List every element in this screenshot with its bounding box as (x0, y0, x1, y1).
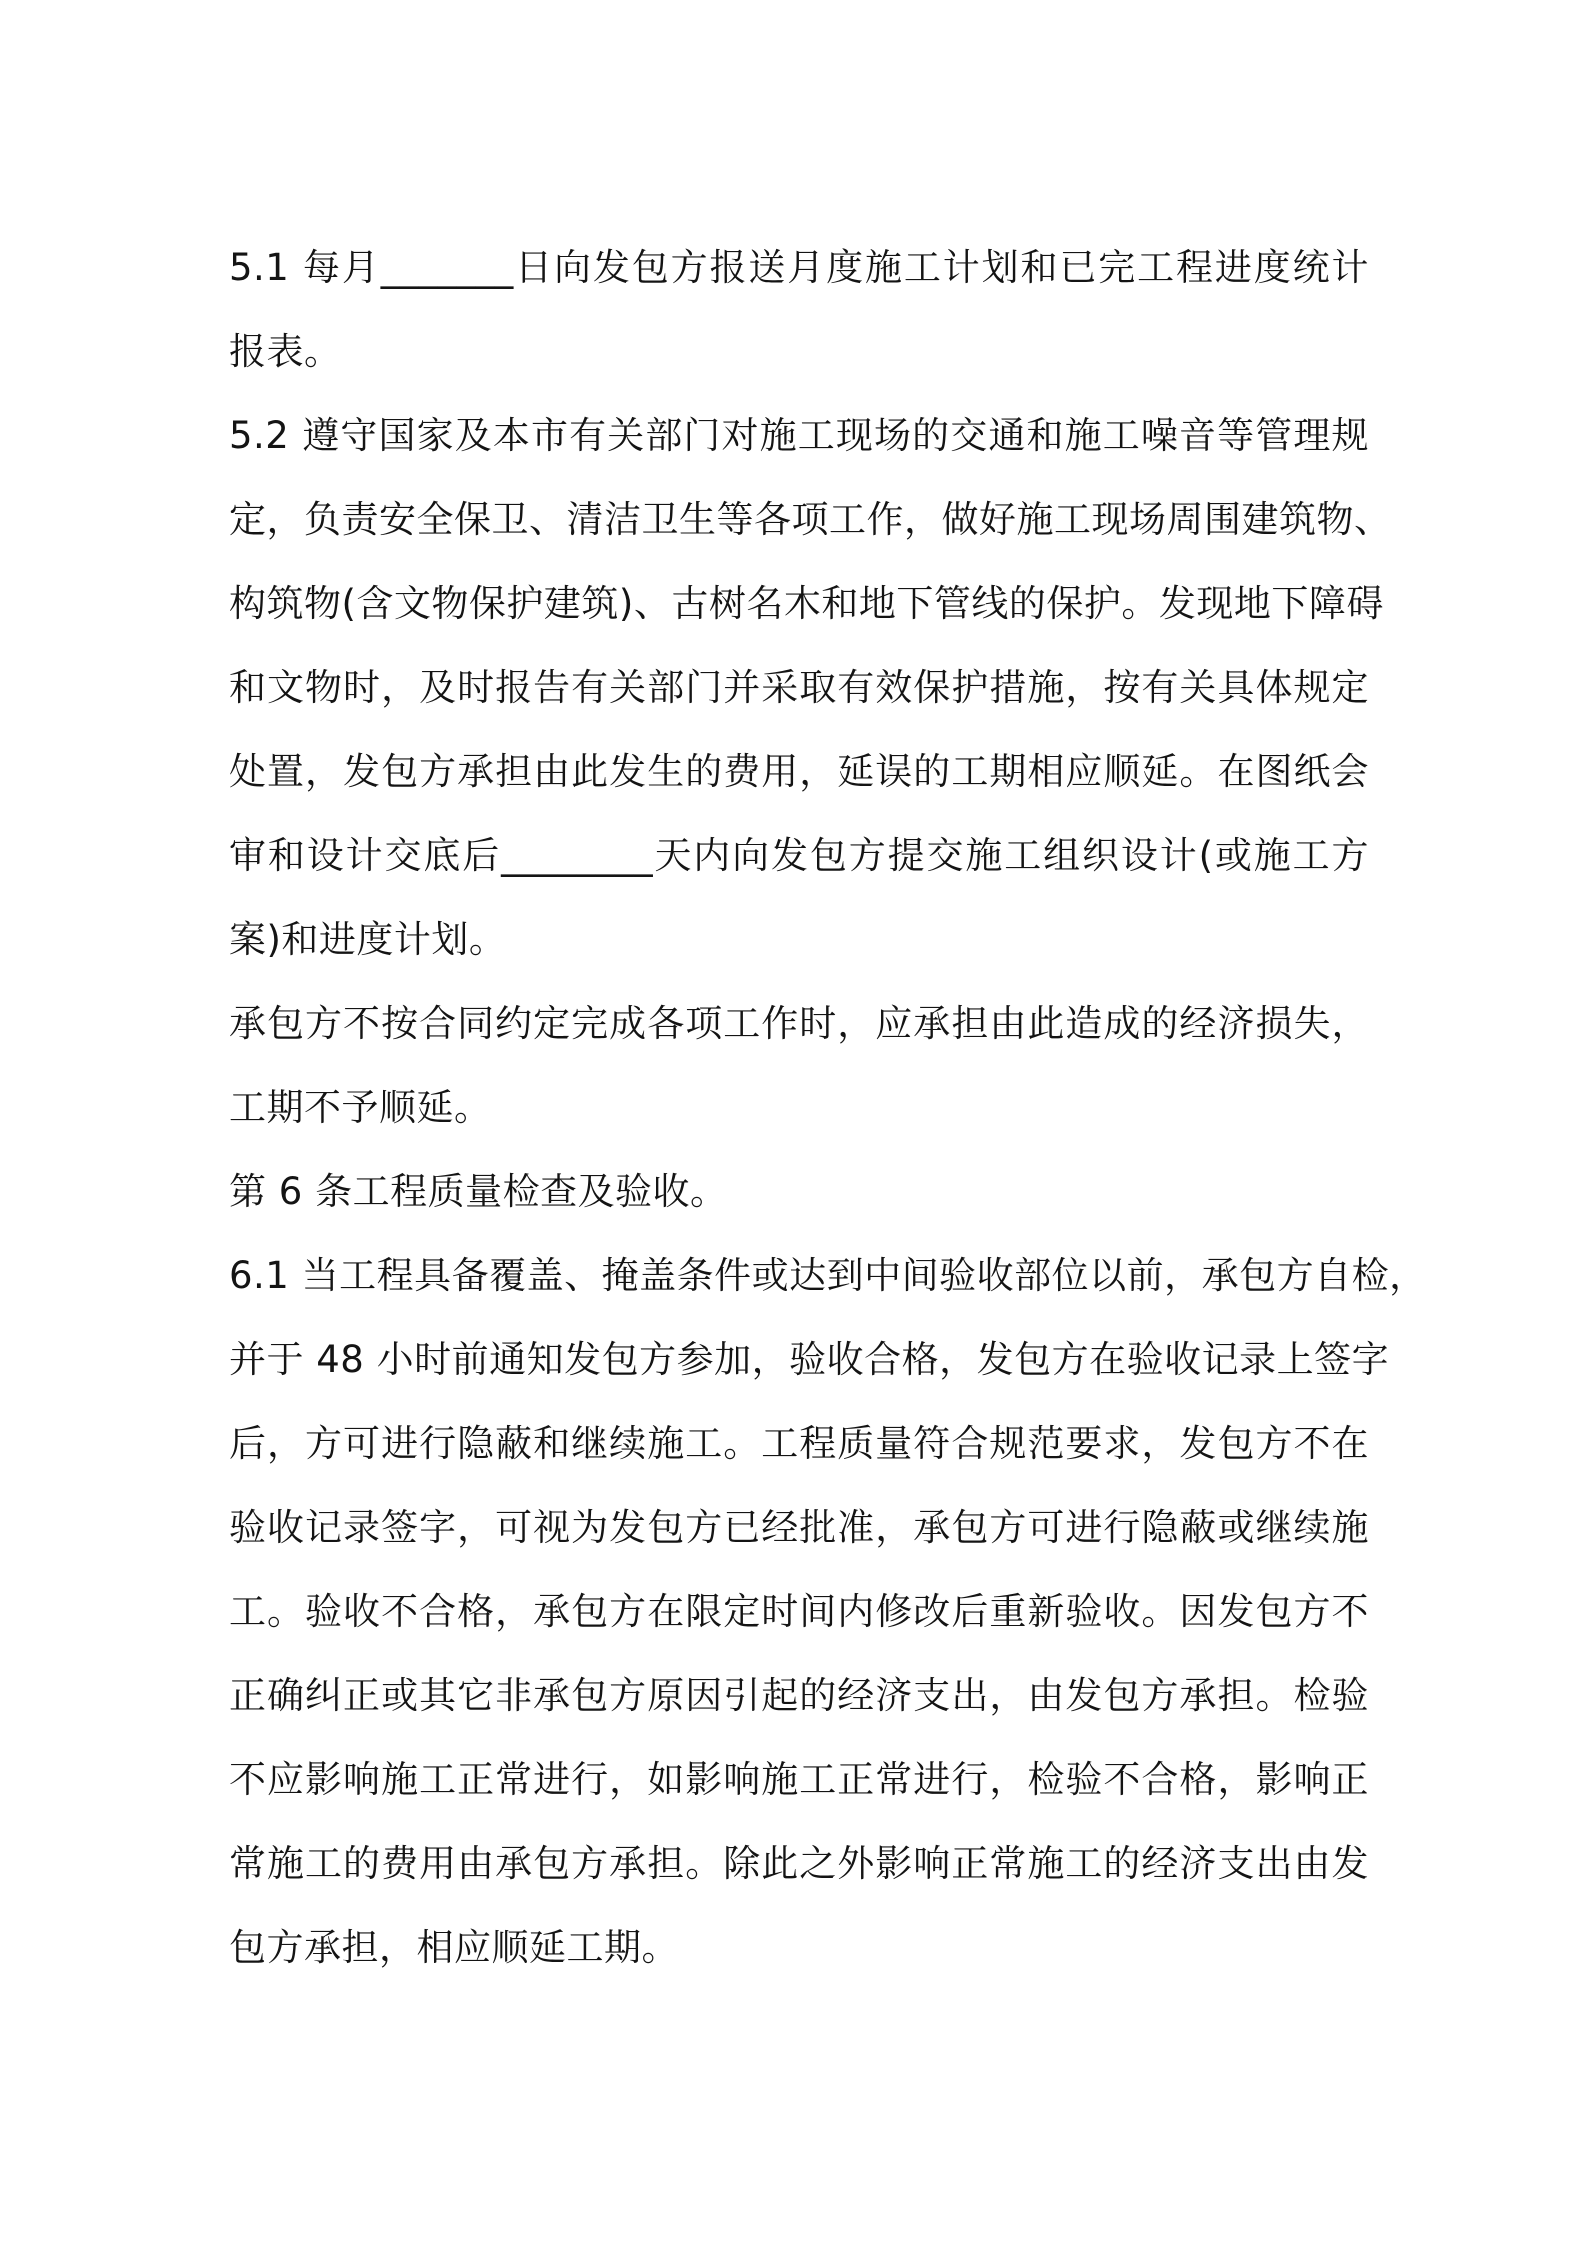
text-line: 案)和进度计划。 (229, 918, 507, 961)
text-line: 5.2 遵守国家及本市有关部门对施工现场的交通和施工噪音等管理规 (229, 414, 1369, 457)
text-line: 5.1 每月_______日向发包方报送月度施工计划和已完工程进度统计 (229, 246, 1369, 289)
text-line: 和文物时，及时报告有关部门并采取有效保护措施，按有关具体规定 (229, 666, 1369, 709)
text-line: 审和设计交底后________天内向发包方提交施工组织设计(或施工方 (229, 834, 1369, 877)
text-line: 不应影响施工正常进行，如影响施工正常进行，检验不合格，影响正 (229, 1758, 1369, 1801)
text-line: 后，方可进行隐蔽和继续施工。工程质量符合规范要求，发包方不在 (229, 1422, 1369, 1465)
text-line: 并于 48 小时前通知发包方参加，验收合格，发包方在验收记录上签字 (229, 1338, 1390, 1381)
text-line: 构筑物(含文物保护建筑)、古树名木和地下管线的保护。发现地下障碍 (229, 582, 1384, 625)
text-line: 包方承担，相应顺延工期。 (229, 1926, 679, 1969)
section-heading: 第 6 条工程质量检查及验收。 (229, 1170, 728, 1213)
document-body (229, 226, 1427, 1990)
clause-5-1 (229, 226, 1369, 394)
text-line: 承包方不按合同约定完成各项工作时，应承担由此造成的经济损失， (229, 1002, 1369, 1045)
contractor-liability-paragraph (229, 982, 1369, 1150)
text-line: 常施工的费用由承包方承担。除此之外影响正常施工的经济支出由发 (229, 1842, 1369, 1885)
text-line: 定，负责安全保卫、清洁卫生等各项工作，做好施工现场周围建筑物、 (229, 498, 1392, 541)
text-line: 正确纠正或其它非承包方原因引起的经济支出，由发包方承担。检验 (229, 1674, 1369, 1717)
text-line: 工。验收不合格，承包方在限定时间内修改后重新验收。因发包方不 (229, 1590, 1369, 1633)
text-line: 报表。 (229, 330, 342, 373)
clause-6-1 (229, 1234, 1427, 1990)
text-line: 6.1 当工程具备覆盖、掩盖条件或达到中间验收部位以前，承包方自检， (229, 1254, 1427, 1297)
clause-5-2 (229, 394, 1392, 982)
text-line: 工期不予顺延。 (229, 1086, 492, 1129)
text-line: 验收记录签字，可视为发包方已经批准，承包方可进行隐蔽或继续施 (229, 1506, 1369, 1549)
text-line: 处置，发包方承担由此发生的费用，延误的工期相应顺延。在图纸会 (229, 750, 1369, 793)
article-6-heading (229, 1150, 1369, 1234)
